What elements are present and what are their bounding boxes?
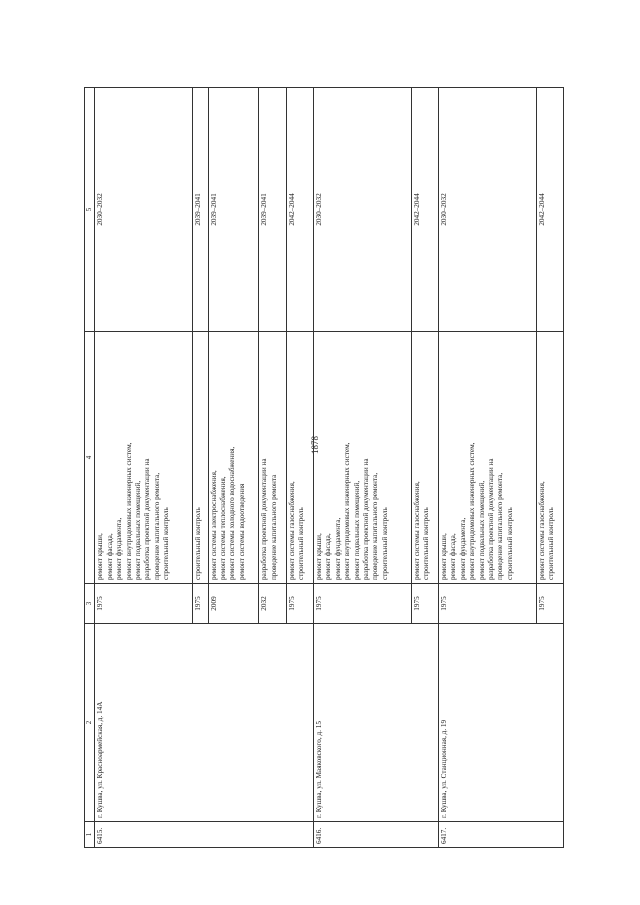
column-header: 3 [85,584,95,624]
works-cell [411,332,438,584]
table-container [84,88,564,848]
works-cell [95,332,193,584]
work-item: ремонт фасада, [324,533,333,580]
work-item: ремонт системы холодного водоснабжения, [228,446,237,580]
works-cell [313,332,411,584]
column-header: 1 [85,822,95,848]
address-cell: г. Кушва, ул. Красноармейская, д. 14А [95,624,314,822]
work-item: ремонт внутридомовых инженерных систем, [468,442,477,580]
work-item: разработка проектной документации на [361,458,370,580]
work-item: ремонт фундамента, [115,517,124,580]
period-cell: 2039–2041 [208,88,259,332]
page-number: 1878 [310,436,320,454]
year-cell: 2009 [208,584,259,624]
work-item: ремонт подвальных помещений, [134,480,143,580]
period-cell: 2039–2041 [193,88,209,332]
work-item: строительный контроль [162,507,171,580]
period-cell: 2042–2044 [411,88,438,332]
row-number: 6417. [438,822,563,848]
row-number: 6415. [95,822,314,848]
year-cell: 2032 [259,584,286,624]
period-cell: 2042–2044 [536,88,563,332]
works-cell [193,332,209,584]
year-cell: 1975 [193,584,209,624]
work-item: ремонт крыши, [96,533,105,580]
work-item: ремонт фасада, [449,533,458,580]
work-item: разработка проектной документации на [143,458,152,580]
works-cell [438,332,536,584]
work-item: ремонт системы газоснабжения, [287,481,296,580]
works-table [84,88,564,848]
column-header: 5 [85,88,95,332]
address-cell: г. Кушва, ул. Маяковского, д. 15 [313,624,438,822]
work-item: ремонт системы газоснабжения, [537,481,546,580]
work-item: ремонт внутридомовых инженерных систем, [343,442,352,580]
work-item: строительный контроль [380,507,389,580]
work-item: ремонт фундамента, [458,517,467,580]
year-cell: 1975 [411,584,438,624]
work-item: ремонт фасада, [105,533,114,580]
works-cell [259,332,286,584]
work-item: проведение капитального ремонта, [496,472,505,580]
year-cell: 1975 [438,584,536,624]
period-cell: 2030–2032 [313,88,411,332]
work-item: строительный контроль [194,507,203,580]
work-item: строительный контроль [297,507,306,580]
work-item: строительный контроль [422,507,431,580]
work-item: разработка проектной документации на [486,458,495,580]
table-row [438,88,536,848]
period-cell: 2030–2032 [95,88,193,332]
year-cell: 1975 [95,584,193,624]
work-item: ремонт подвальных помещений, [352,480,361,580]
work-item: строительный контроль [505,507,514,580]
work-item: ремонт системы водоотведения [237,483,246,580]
column-header: 4 [85,332,95,584]
work-item: ремонт системы электроснабжения, [209,470,218,580]
period-cell: 2030–2032 [438,88,536,332]
year-cell: 1975 [536,584,563,624]
table-row [313,88,411,848]
works-cell [536,332,563,584]
table-row [95,88,193,848]
work-item: ремонт системы теплоснабжения, [219,476,228,580]
work-item: разработка проектной документации на [260,458,269,580]
works-cell [286,332,313,584]
period-cell: 2042–2044 [286,88,313,332]
period-cell: 2039–2041 [259,88,286,332]
work-item: ремонт крыши, [314,533,323,580]
column-header: 2 [85,624,95,822]
row-number: 6416. [313,822,438,848]
work-item: ремонт внутридомовых инженерных систем, [124,442,133,580]
work-item: строительный контроль [547,507,556,580]
work-item: ремонт подвальных помещений, [477,480,486,580]
work-item: проведение капитального ремонта, [152,472,161,580]
address-cell: г. Кушва, ул. Станционная, д. 19 [438,624,563,822]
table-header-row [85,88,95,848]
work-item: ремонт крыши, [439,533,448,580]
works-cell [208,332,259,584]
year-cell: 1975 [313,584,411,624]
work-item: ремонт системы газоснабжения, [412,481,421,580]
work-item: ремонт фундамента, [333,517,342,580]
work-item: проведение капитального ремонта, [371,472,380,580]
year-cell: 1975 [286,584,313,624]
work-item: проведение капитального ремонта [269,474,278,580]
